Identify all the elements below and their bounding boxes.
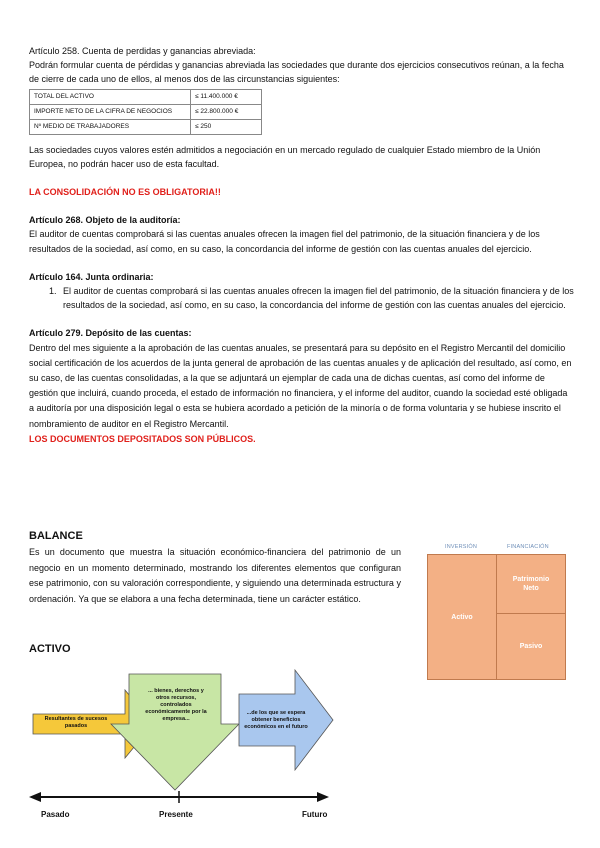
art164-title: Artículo 164. Junta ordinaria: (29, 271, 154, 282)
activo-diagram (29, 662, 574, 842)
art258-title: Artículo 258. Cuenta de perdidas y ganancias abreviada: (29, 46, 256, 56)
balance-diagram (427, 544, 567, 680)
table-cell-label: TOTAL DEL ACTIVO (30, 89, 191, 104)
art279-warning: LOS DOCUMENTOS DEPOSITADOS SON PÚBLICOS. (29, 433, 256, 444)
timeline-arrow-left (29, 792, 41, 802)
table-cell-label: Nº MEDIO DE TRABAJADORES (30, 119, 191, 134)
art268-text: El auditor de cuentas comprobará si las cuentas anuales ofrecen la imagen fiel del patrimonio, de la situación financiera y de los resultados de la sociedad, así como, en su caso, la concordancia del informe de gestión con las cuentas anuales del ejercicio. (29, 229, 540, 254)
art258-text: Podrán formular cuenta de pérdidas y ganancias abreviada las sociedades que durante dos ejercicios consecutivos reúnan, a la fecha de cierre de cada uno de ellos, al menos dos de las circunstancias siguientes: (29, 60, 564, 85)
table-cell-label: IMPORTE NETO DE LA CIFRA DE NEGOCIOS (30, 104, 191, 119)
table-cell-value: ≤ 22.800.000 € (191, 104, 262, 119)
balance-text: Es un documento que muestra la situación económico-financiera del patrimonio de un negocio en un momento determinado, mostrando los diferentes elementos que configuran ese patrimonio, con su valoración correspondiente, y siguiendo una determinada estructura y ordenación. Ya que se elabora a una fecha determinada, tiene un carácter estático. (29, 547, 401, 605)
timeline-arrow-right (317, 792, 329, 802)
art258-note: Las sociedades cuyos valores estén admitidos a negociación en un mercado regulado de cualquier Estado miembro de la Unión Europea, no podrán hacer uso de esta facultad. (29, 144, 541, 169)
time-future-label: Futuro (302, 810, 328, 819)
art164-list (29, 284, 574, 312)
art268-title: Artículo 268. Objeto de la auditoría: (29, 215, 181, 226)
balance-title: BALANCE (29, 530, 83, 542)
table-cell-value: ≤ 11.400.000 € (191, 89, 262, 104)
limits-table (29, 89, 262, 135)
activo-box: Activo (427, 554, 497, 680)
time-past-label: Pasado (41, 810, 70, 819)
table-cell-value: ≤ 250 (191, 119, 262, 134)
table-row (30, 89, 262, 104)
document-body (29, 44, 574, 446)
time-present-label: Presente (159, 810, 193, 819)
pasivo-box: Pasivo (496, 613, 566, 680)
activo-title: ACTIVO (29, 643, 71, 655)
patrimonio-neto-box: Patrimonio Neto (496, 554, 566, 614)
inversion-label: INVERSIÓN (445, 544, 478, 550)
consolidacion-warning: LA CONSOLIDACIÓN NO ES OBLIGATORIA!! (29, 187, 221, 198)
list-item: 1. El auditor de cuentas comprobará si las cuentas anuales ofrecen la imagen fiel del patrimonio, de la situación financiera y de los resultados de la sociedad, así como, en su caso, la concordancia del informe de gestión con las cuentas anuales del ejercicio. (59, 284, 574, 312)
art279-title: Artículo 279. Depósito de las cuentas: (29, 328, 192, 339)
arrow-future-label: ...de los que se espera obtener beneficios económicos en el futuro (244, 710, 308, 730)
financiacion-label: FINANCIACIÓN (507, 544, 549, 550)
arrow-present-label: ... bienes, derechos y otros recursos, controlados económicamente por la empresa... (145, 688, 207, 722)
art279-text: Dentro del mes siguiente a la aprobación de las cuentas anuales, se presentará para su depósito en el Registro Mercantil del domicilio social certificación de los acuerdos de la junta general de aprobación de las cuentas anuales y de aplicación del resultado, así como, en su caso, de las cuentas consolidadas, a la que se adjuntará un ejemplar de cada una de dichas cuentas, así como del informe de gestión que incluirá, cuando proceda, el estado de información no financiera, y el informe del auditor, cuando la sociedad esté obligada a auditoría por una disposición legal o esta se hubiera acordado a petición de la minoría o de forma voluntaria y se hubiese inscrito el nombramiento de auditor en el Registro Mercantil. (29, 342, 572, 429)
arrow-past-label: Resultantes de sucesos pasados (44, 716, 108, 729)
table-row (30, 119, 262, 134)
table-row (30, 104, 262, 119)
